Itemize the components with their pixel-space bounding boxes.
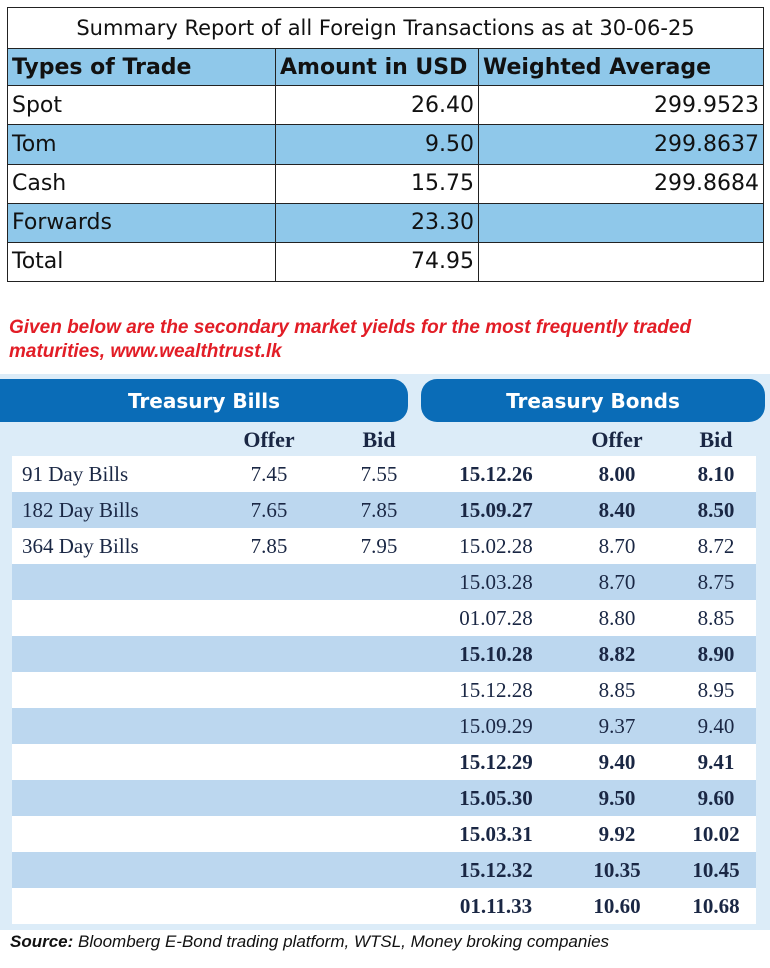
trade-type: Tom (8, 125, 276, 164)
trade-amount: 74.95 (276, 242, 479, 281)
bond-maturity: 15.09.29 (434, 708, 558, 744)
bill-bid: 7.85 (324, 492, 434, 528)
bill-bid: 7.95 (324, 528, 434, 564)
bill-offer-header: Offer (243, 427, 295, 452)
source-label: Source: (10, 932, 74, 951)
bill-name (12, 852, 214, 888)
summary-row-forwards (8, 203, 764, 242)
header-types-of-trade: Types of Trade (8, 49, 276, 86)
bond-bid: 8.72 (676, 528, 756, 564)
bond-maturity: 15.05.30 (434, 780, 558, 816)
yield-row (12, 780, 756, 816)
bill-name (12, 708, 214, 744)
header-amount-usd: Amount in USD (276, 49, 479, 86)
yield-row (12, 744, 756, 780)
bond-maturity: 15.03.31 (434, 816, 558, 852)
bond-bid: 8.75 (676, 564, 756, 600)
trade-amount: 23.30 (276, 203, 479, 242)
bond-maturity: 01.07.28 (434, 600, 558, 636)
bill-offer (214, 708, 324, 744)
bond-offer: 8.40 (558, 492, 676, 528)
bill-name (12, 888, 214, 924)
bond-maturity: 15.12.29 (434, 744, 558, 780)
bill-name: 182 Day Bills (12, 492, 214, 528)
yield-row (12, 888, 756, 924)
bond-bid: 9.40 (676, 708, 756, 744)
bill-offer: 7.65 (214, 492, 324, 528)
summary-table (7, 7, 764, 282)
bond-bid: 10.02 (676, 816, 756, 852)
bill-offer: 7.45 (214, 456, 324, 492)
bill-bid (324, 888, 434, 924)
yield-row (12, 816, 756, 852)
yield-row (12, 708, 756, 744)
bill-offer (214, 744, 324, 780)
bond-offer: 10.60 (558, 888, 676, 924)
bond-maturity: 15.03.28 (434, 564, 558, 600)
trade-weighted-average: 299.8637 (479, 125, 764, 164)
treasury-bills-header: Treasury Bills (0, 379, 408, 422)
bill-offer: 7.85 (214, 528, 324, 564)
yields-caption: Given below are the secondary market yields for the most frequently traded maturities, www.wealthtrust.lk (9, 317, 692, 362)
bill-offer (214, 852, 324, 888)
bill-offer (214, 816, 324, 852)
treasury-bonds-header: Treasury Bonds (421, 379, 765, 422)
bill-name (12, 600, 214, 636)
yield-row (12, 564, 756, 600)
bond-offer: 9.37 (558, 708, 676, 744)
bond-bid-header: Bid (699, 427, 733, 452)
bill-offer (214, 672, 324, 708)
bill-bid (324, 564, 434, 600)
trade-amount: 9.50 (276, 125, 479, 164)
trade-weighted-average (479, 203, 764, 242)
bond-bid: 8.90 (676, 636, 756, 672)
bond-offer: 10.35 (558, 852, 676, 888)
summary-row-cash (8, 164, 764, 203)
bond-maturity: 15.12.28 (434, 672, 558, 708)
blank-cell (434, 424, 558, 456)
bill-bid (324, 852, 434, 888)
bond-maturity: 15.12.26 (434, 456, 558, 492)
yields-table (12, 424, 756, 924)
bill-bid (324, 816, 434, 852)
source-line (10, 932, 765, 952)
bond-bid: 8.95 (676, 672, 756, 708)
bill-offer (214, 600, 324, 636)
yield-row (12, 456, 756, 492)
bond-offer: 8.85 (558, 672, 676, 708)
bond-maturity: 01.11.33 (434, 888, 558, 924)
bill-name (12, 564, 214, 600)
bond-bid: 9.60 (676, 780, 756, 816)
bill-bid (324, 708, 434, 744)
trade-weighted-average (479, 242, 764, 281)
bond-maturity: 15.12.32 (434, 852, 558, 888)
bond-bid: 8.85 (676, 600, 756, 636)
bond-bid: 8.10 (676, 456, 756, 492)
bill-bid (324, 744, 434, 780)
bond-offer: 8.80 (558, 600, 676, 636)
bond-bid: 8.50 (676, 492, 756, 528)
yield-row (12, 852, 756, 888)
bond-offer: 8.82 (558, 636, 676, 672)
trade-type: Forwards (8, 203, 276, 242)
bill-offer (214, 888, 324, 924)
summary-row-total (8, 242, 764, 281)
bond-offer: 9.92 (558, 816, 676, 852)
summary-row-tom (8, 125, 764, 164)
bond-bid: 10.45 (676, 852, 756, 888)
bill-name (12, 744, 214, 780)
yield-row (12, 492, 756, 528)
bill-name (12, 636, 214, 672)
bill-bid (324, 672, 434, 708)
bond-bid: 9.41 (676, 744, 756, 780)
header-weighted-average: Weighted Average (479, 49, 764, 86)
trade-weighted-average: 299.9523 (479, 86, 764, 125)
bill-name (12, 672, 214, 708)
bond-offer: 8.70 (558, 528, 676, 564)
bill-offer (214, 780, 324, 816)
trade-amount: 26.40 (276, 86, 479, 125)
bill-bid: 7.55 (324, 456, 434, 492)
bill-bid-header: Bid (362, 427, 396, 452)
bill-offer (214, 564, 324, 600)
bond-offer-header: Offer (591, 427, 643, 452)
trade-type: Spot (8, 86, 276, 125)
yield-row (12, 528, 756, 564)
bill-bid (324, 600, 434, 636)
summary-title: Summary Report of all Foreign Transactions as at 30-06-25 (8, 8, 764, 49)
bond-offer: 9.50 (558, 780, 676, 816)
yield-row (12, 636, 756, 672)
bond-offer: 9.40 (558, 744, 676, 780)
yield-row (12, 600, 756, 636)
bill-name: 364 Day Bills (12, 528, 214, 564)
bill-offer (214, 636, 324, 672)
bond-offer: 8.00 (558, 456, 676, 492)
bond-maturity: 15.10.28 (434, 636, 558, 672)
trade-weighted-average: 299.8684 (479, 164, 764, 203)
source-text: Bloomberg E-Bond trading platform, WTSL, Money broking companies (78, 932, 610, 951)
bill-name (12, 816, 214, 852)
summary-header-row (8, 49, 764, 86)
summary-row-spot (8, 86, 764, 125)
bill-name: 91 Day Bills (12, 456, 214, 492)
trade-type: Cash (8, 164, 276, 203)
bond-offer: 8.70 (558, 564, 676, 600)
bill-name (12, 780, 214, 816)
yield-row (12, 672, 756, 708)
bond-maturity: 15.09.27 (434, 492, 558, 528)
blank-cell (12, 424, 214, 456)
trade-type: Total (8, 242, 276, 281)
bond-maturity: 15.02.28 (434, 528, 558, 564)
bill-bid (324, 780, 434, 816)
trade-amount: 15.75 (276, 164, 479, 203)
bond-bid: 10.68 (676, 888, 756, 924)
bill-bid (324, 636, 434, 672)
yields-header-row (12, 424, 756, 456)
